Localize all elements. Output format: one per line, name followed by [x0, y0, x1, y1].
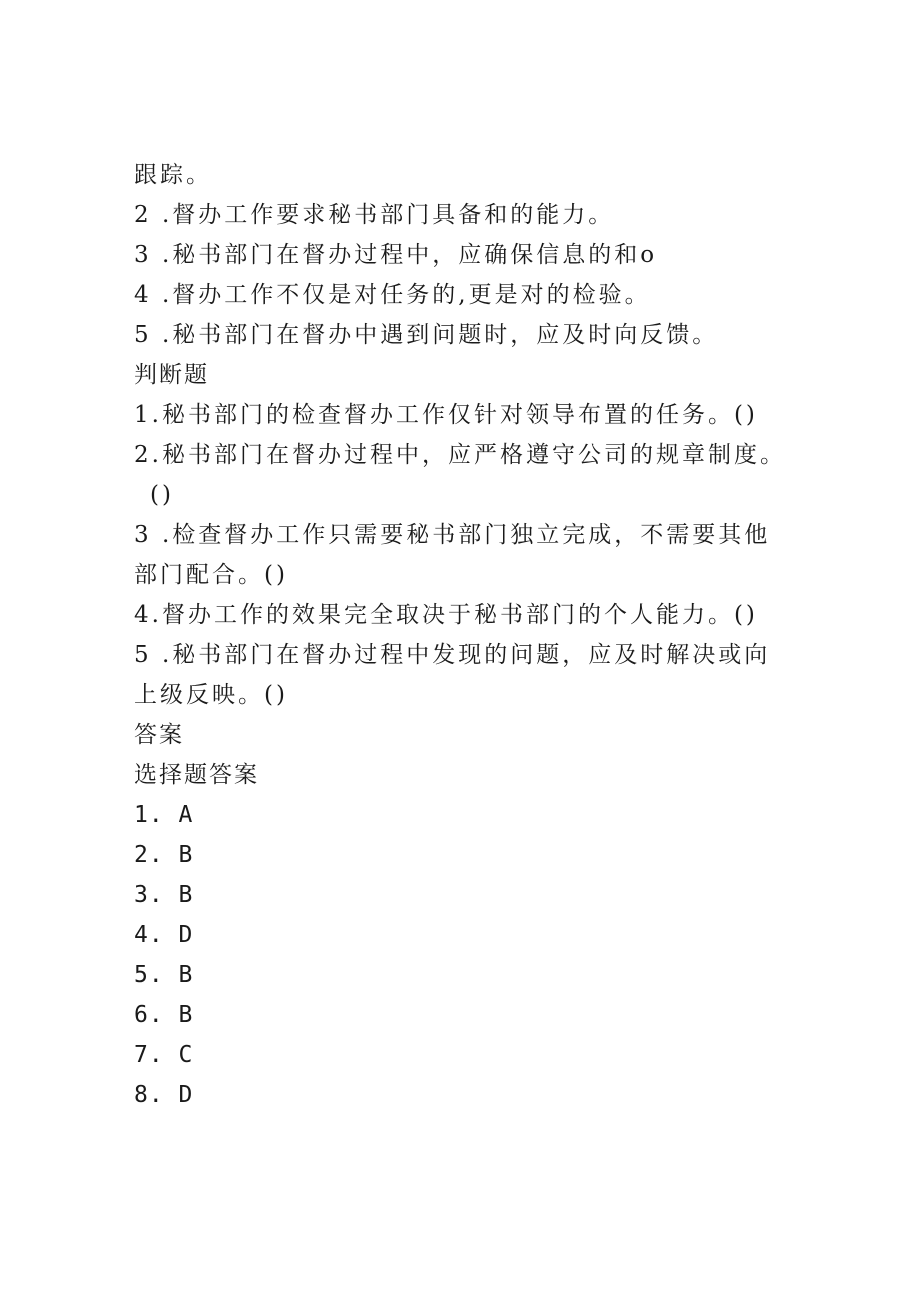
- fill-blank-item: 5 .秘书部门在督办中遇到问题时，应及时向反馈。: [134, 322, 719, 348]
- true-false-item-continuation: 部门配合。(): [134, 562, 288, 588]
- true-false-item: 1.秘书部门的检查督办工作仅针对领导布置的任务。(): [134, 402, 758, 428]
- fill-blank-item: 2 .督办工作要求秘书部门具备和的能力。: [134, 202, 615, 228]
- fill-blank-item: 3 .秘书部门在督办过程中，应确保信息的和o: [134, 242, 658, 268]
- choice-answer: 5. B: [134, 962, 194, 988]
- choice-answer: 7. C: [134, 1042, 194, 1068]
- choice-answer: 1. A: [134, 802, 194, 828]
- true-false-item: 3 .检查督办工作只需要秘书部门独立完成，不需要其他: [134, 522, 771, 548]
- true-false-item: 4.督办工作的效果完全取决于秘书部门的个人能力。(): [134, 602, 758, 628]
- choice-answer: 6. B: [134, 1002, 194, 1028]
- choice-answers-heading: 选择题答案: [134, 762, 259, 788]
- answers-heading: 答案: [134, 722, 184, 748]
- fill-blank-item: 4 .督办工作不仅是对任务的,更是对的检验。: [134, 282, 651, 308]
- true-false-item: 5 .秘书部门在督办过程中发现的问题，应及时解决或向: [134, 642, 771, 668]
- document-page: [134, 155, 784, 1115]
- continuation-text: 跟踪。: [134, 162, 212, 188]
- true-false-item: 2.秘书部门在督办过程中，应严格遵守公司的规章制度。: [134, 442, 786, 468]
- choice-answer: 2. B: [134, 842, 194, 868]
- true-false-heading: 判断题: [134, 362, 209, 388]
- choice-answer: 4. D: [134, 922, 194, 948]
- true-false-item-continuation: (): [150, 482, 174, 508]
- true-false-item-continuation: 上级反映。(): [134, 682, 288, 708]
- choice-answer: 8. D: [134, 1082, 194, 1108]
- choice-answer: 3. B: [134, 882, 194, 908]
